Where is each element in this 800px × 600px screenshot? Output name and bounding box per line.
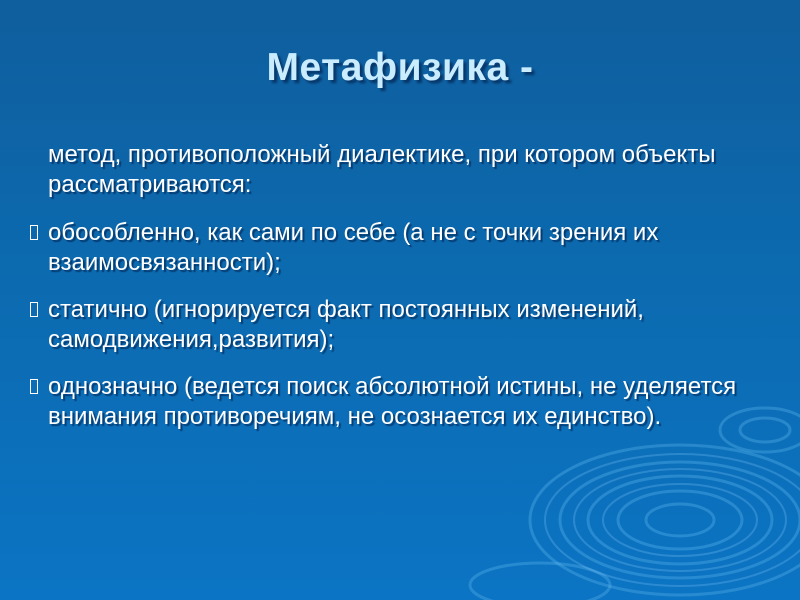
bullet-list bbox=[30, 218, 770, 432]
bullet-icon bbox=[30, 379, 38, 394]
list-item bbox=[30, 372, 770, 432]
ripple-ring bbox=[545, 454, 800, 586]
list-item-text: статично (игнорируется факт постоянных изменений, самодвижения,развития); bbox=[48, 296, 644, 353]
ripple-ring bbox=[588, 476, 772, 564]
ripple-ring bbox=[560, 462, 800, 578]
list-item bbox=[30, 295, 770, 355]
list-item-text: однозначно (ведется поиск абсолютной истины, не уделяется внимания противоречиям, не осознается их единство). bbox=[48, 373, 737, 430]
slide-title: Метафизика - bbox=[266, 46, 534, 89]
ripple-ring bbox=[618, 491, 742, 549]
slide-body bbox=[30, 140, 770, 449]
list-item bbox=[30, 218, 770, 278]
ripple-ring bbox=[646, 504, 714, 536]
ripple-ring bbox=[603, 484, 757, 556]
list-item-text: обособленно, как сами по себе (а не с точки зрения их взаимосвязанности); bbox=[48, 219, 659, 276]
bullet-icon bbox=[30, 225, 38, 240]
intro-text: метод, противоположный диалектике, при котором объекты рассматриваются: bbox=[48, 141, 716, 198]
bullet-icon bbox=[30, 302, 38, 317]
